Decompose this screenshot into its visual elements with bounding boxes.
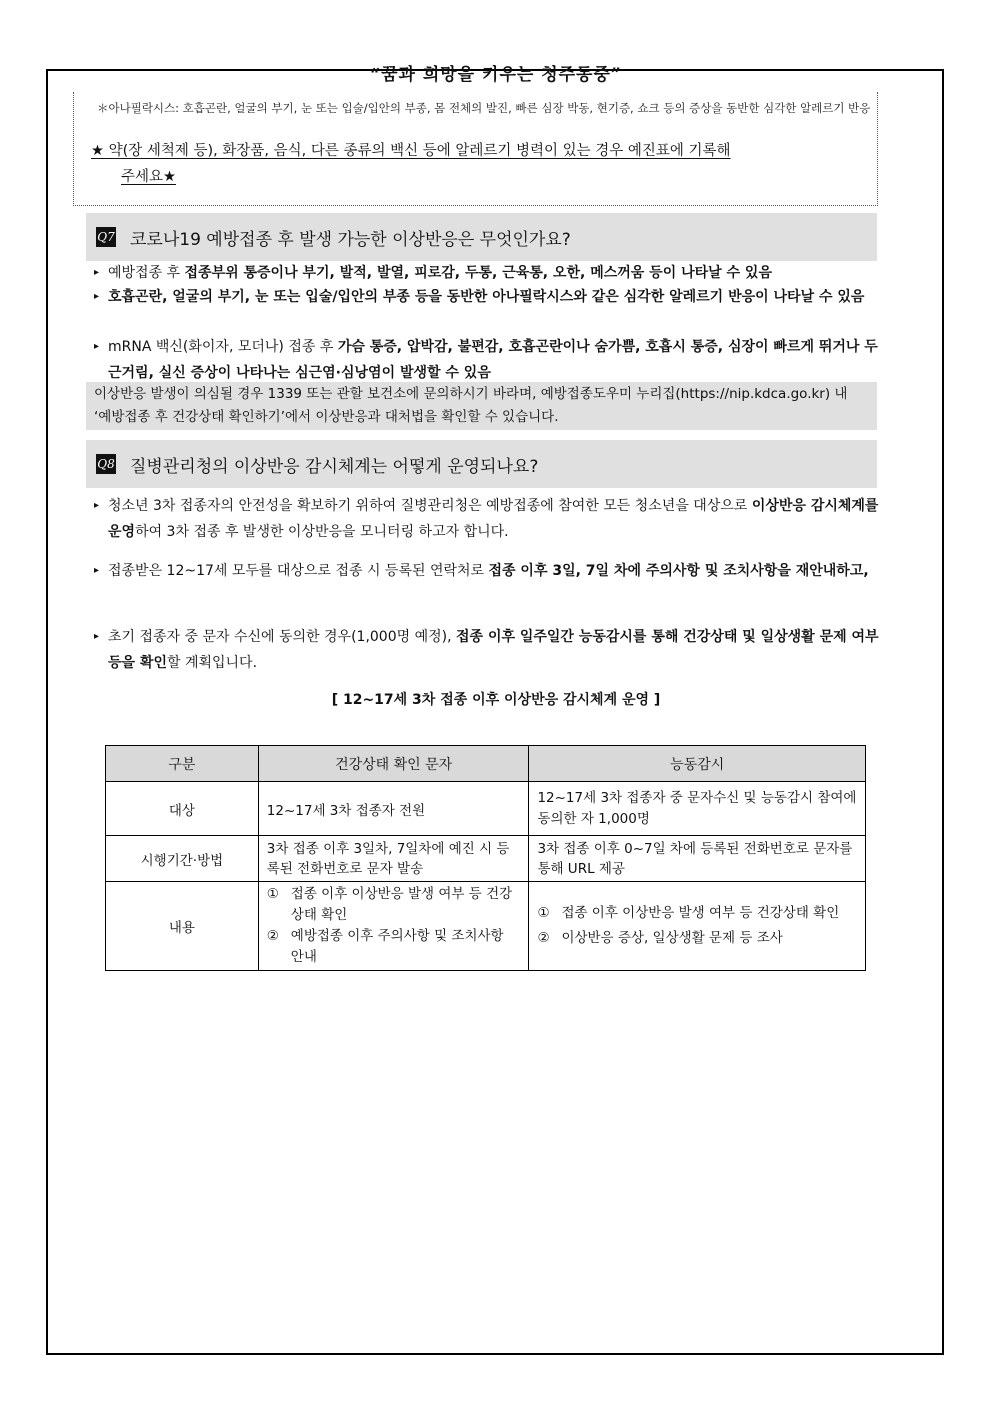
triangle-bullet-icon: ▸ xyxy=(94,291,100,302)
row-label: 대상 xyxy=(106,782,259,836)
anaphylaxis-definition: ＊아나필락시스: 호흡곤란, 얼굴의 부기, 눈 또는 입술/입안의 부종, 몸 전체의 발진, 빠른 심장 박동, 현기증, 쇼크 등의 증상을 동반한 심각한 알레르기 반응 xyxy=(97,101,871,115)
q7-icon: Q7 xyxy=(96,227,116,247)
table-caption: [ 12~17세 3차 접종 이후 이상반응 감시체계 운영 ] xyxy=(331,692,661,708)
q8-bullet-2: ▸ 접종받은 12~17세 모두를 대상으로 접종 시 등록된 연락처로 접종 이후 3일, 7일 차에 주의사항 및 조치사항을 재안내하고, xyxy=(94,558,880,584)
triangle-bullet-icon: ▸ xyxy=(94,341,100,352)
q8-bullet-3: ▸ 초기 접종자 중 문자 수신에 동의한 경우(1,000명 예정), 접종 이후 일주일간 능동감시를 통해 건강상태 및 일상생활 문제 여부 등을 확인할 계획입니다. xyxy=(94,624,880,676)
table-header-cell: 건강상태 확인 문자 xyxy=(258,746,529,782)
triangle-bullet-icon: ▸ xyxy=(94,500,100,511)
school-motto: “꿈과 희망을 키우는 청주동중” xyxy=(370,65,622,85)
q7-bullet-3: ▸ mRNA 백신(화이자, 모더나) 접종 후 가슴 통증, 압박감, 불편감, 호흡곤란이나 숨가쁨, 호흡시 통증, 심장이 빠르게 뛰거나 두근거림, 실신 증상이 나타나는 심근염·심낭염이 발생할 수 있음 xyxy=(94,334,880,386)
allergy-warning-line2: 주세요★ xyxy=(121,169,177,185)
q7-title: 코로나19 예방접종 후 발생 가능한 이상반응은 무엇인가요? xyxy=(130,229,571,250)
q8-header xyxy=(86,440,877,488)
triangle-bullet-icon: ▸ xyxy=(94,631,100,642)
table-cell xyxy=(529,882,866,971)
allergy-warning xyxy=(91,138,869,190)
table-cell: 3차 접종 이후 0~7일 차에 등록된 전화번호로 문자를 통해 URL 제공 xyxy=(529,836,866,882)
monitoring-table xyxy=(105,745,866,971)
row-label: 시행기간·방법 xyxy=(106,836,259,882)
allergy-warning-line1: ★ 약(장 세척제 등), 화장품, 음식, 다른 종류의 백신 등에 알레르기 병력이 있는 경우 예진표에 기록해 xyxy=(91,143,731,159)
table-cell xyxy=(258,882,529,971)
list-item: ② 예방접종 이후 주의사항 및 조치사항 안내 xyxy=(266,928,504,965)
table-row xyxy=(106,782,866,836)
triangle-bullet-icon: ▸ xyxy=(94,565,100,576)
list-item: ① 접종 이후 이상반응 발생 여부 등 건강상태 확인 xyxy=(266,886,513,923)
table-row xyxy=(106,882,866,971)
table-cell: 12~17세 3차 접종자 전원 xyxy=(258,782,529,836)
table-cell: 3차 접종 이후 3일차, 7일차에 예진 시 등록된 전화번호로 문자 발송 xyxy=(258,836,529,882)
table-header-cell: 구분 xyxy=(106,746,259,782)
table-cell: 12~17세 3차 접종자 중 문자수신 및 능동감시 참여에 동의한 자 1,000명 xyxy=(529,782,866,836)
q7-adverse-reaction-contact: 이상반응 발생이 의심될 경우 1339 또는 관할 보건소에 문의하시기 바라며, 예방접종도우미 누리집(https://nip.kdca.go.kr) 내 ‘예방접종 후 건강상태 확인하기’에서 이상반응과 대처법을 확인할 수 있습니다. xyxy=(86,382,877,430)
q7-bullet-2: ▸ 호흡곤란, 얼굴의 부기, 눈 또는 입술/입안의 부종 등을 동반한 아나필락시스와 같은 심각한 알레르기 반응이 나타날 수 있음 xyxy=(94,284,880,310)
q8-title: 질병관리청의 이상반응 감시체계는 어떻게 운영되나요? xyxy=(130,456,539,477)
q7-bullet-1: ▸ 예방접종 후 접종부위 통증이나 부기, 발적, 발열, 피로감, 두통, 근육통, 오한, 메스꺼움 등이 나타날 수 있음 xyxy=(94,260,880,286)
table-header-cell: 능동감시 xyxy=(529,746,866,782)
row-label: 내용 xyxy=(106,882,259,971)
list-item: ① 접종 이후 이상반응 발생 여부 등 건강상태 확인 xyxy=(537,905,840,921)
triangle-bullet-icon: ▸ xyxy=(94,267,100,278)
q8-icon: Q8 xyxy=(96,454,116,474)
list-item: ② 이상반응 증상, 일상생활 문제 등 조사 xyxy=(537,930,783,946)
q8-bullet-1: ▸ 청소년 3차 접종자의 안전성을 확보하기 위하여 질병관리청은 예방접종에 참여한 모든 청소년을 대상으로 이상반응 감시체계를 운영하여 3차 접종 후 발생한 이상반응을 모니터링 하고자 합니다. xyxy=(94,493,880,545)
table-row xyxy=(106,836,866,882)
q7-header xyxy=(86,213,877,261)
table-header-row xyxy=(106,746,866,782)
